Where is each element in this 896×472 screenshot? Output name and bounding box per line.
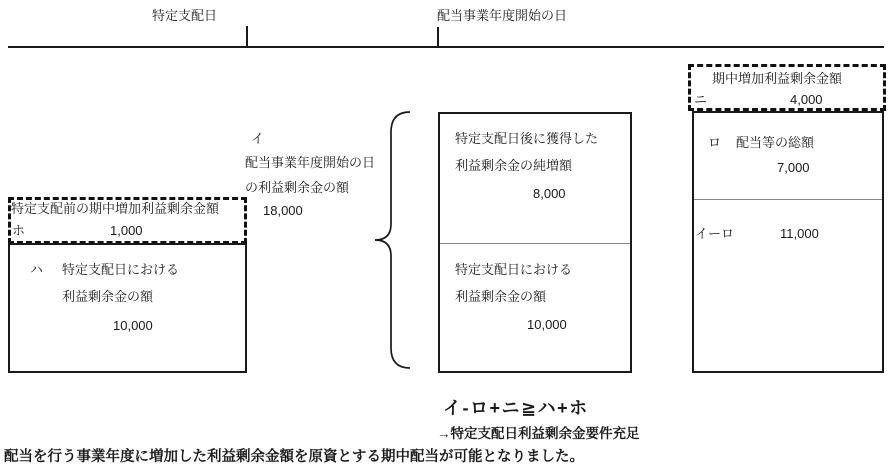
timeline-tick-right	[437, 27, 439, 47]
middle-label-line2: の利益剰余金の額	[245, 180, 350, 195]
middle-label-value: 18,000	[263, 203, 303, 218]
left-main-line2: 利益剰余金の額	[62, 289, 154, 304]
timeline-axis-line	[8, 46, 884, 48]
middle-label-key: イ	[251, 131, 265, 146]
condition-result: →特定支配日利益剰余金要件充足	[437, 426, 640, 441]
left-main-line1: 特定支配日における	[62, 262, 180, 277]
left-main-value: 10,000	[113, 318, 153, 333]
right-row1-key: ロ	[708, 135, 722, 150]
right-row1-label: 配当等の総額	[736, 135, 815, 150]
right-main-box	[692, 111, 884, 373]
right-row2-value: 11,000	[780, 226, 819, 241]
middle-box-top-line2: 利益剰余金の純増額	[455, 158, 573, 173]
right-row1-value: 7,000	[777, 160, 810, 175]
middle-box-top-line1: 特定支配日後に獲得した	[455, 131, 599, 146]
timeline-label-specified-control-date: 特定支配日	[152, 8, 218, 23]
timeline-tick-left	[246, 26, 248, 47]
left-dashed-key: ホ	[12, 223, 26, 238]
middle-box-divider	[440, 243, 630, 244]
left-dashed-title: 特定支配前の期中増加利益剰余金額	[11, 201, 220, 216]
conclusion-note: 配当を行う事業年度に増加した利益剰余金額を原資とする期中配当が可能となりました。	[4, 449, 584, 465]
condition-formula: イ-ロ+ニ≧ハ+ホ	[443, 398, 589, 418]
middle-box-bottom-value: 10,000	[527, 317, 567, 332]
left-dashed-value: 1,000	[110, 223, 143, 238]
middle-box-bottom-line1: 特定支配日における	[455, 262, 573, 277]
right-dashed-title: 期中増加利益剰余金額	[712, 71, 843, 86]
curly-brace-icon	[371, 110, 413, 370]
left-main-key: ハ	[30, 262, 44, 277]
right-row2-key: イーロ	[695, 226, 735, 241]
right-dashed-value: 4,000	[790, 92, 823, 107]
middle-box-bottom-line2: 利益剰余金の額	[455, 289, 547, 304]
right-dashed-key: ニ	[694, 92, 708, 107]
middle-label-line1: 配当事業年度開始の日	[245, 155, 376, 170]
right-box-divider	[694, 199, 882, 200]
timeline-label-dividend-fiscal-year-start: 配当事業年度開始の日	[437, 8, 568, 23]
middle-box-top-value: 8,000	[533, 186, 566, 201]
